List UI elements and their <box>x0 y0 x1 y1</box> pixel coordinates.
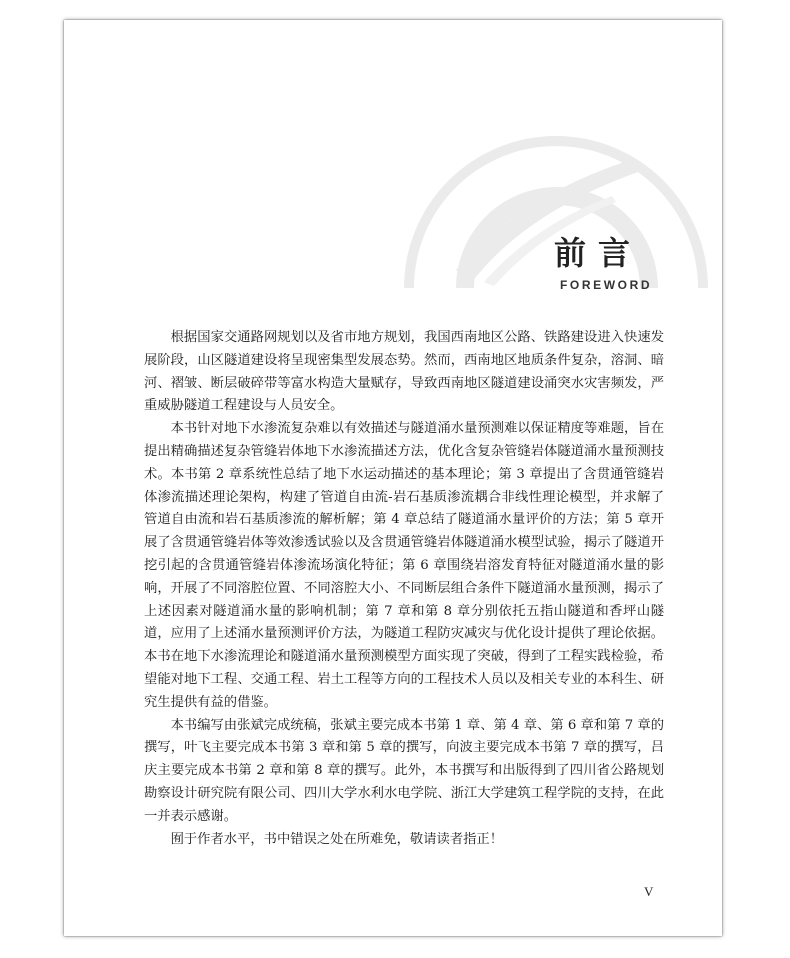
paragraph-4: 囿于作者水平，书中错误之处在所难免，敬请读者指正！ <box>170 831 504 847</box>
paragraph-3: 本书编写由张斌完成统稿，张斌主要完成本书第 1 章、第 4 章、第 6 章和第 7 章的撰写，叶飞主要完成本书第 3 章和第 5 章的撰写，向波主要完成本书第 7 章的撰写，吕庆主要完成本书第 2 章和第 8 章的撰写。此外，本书撰写和出版得到了四川省公路规划勘察设计研究院有限公司、四川大学水利水电学院、浙江大学建筑工程学院的支持，在此一并表示感谢。 <box>144 717 664 824</box>
paragraph-2: 本书针对地下水渗流复杂难以有效描述与隧道涌水量预测难以保证精度等难题，旨在提出精确描述复杂管缝岩体地下水渗流描述方法，优化含复杂管缝岩体隧道涌水量预测技术。本书第 2 章系统性总结了地下水运动描述的基本理论；第 3 章提出了含贯通管缝岩体渗流描述理论架构，构建了管道自由流-岩石基质渗流耦合非线性理论模型，并求解了管道自由流和岩石基质渗流的解析解；第 4 章总结了隧道涌水量评价的方法；第 5 章开展了含贯通管缝岩体等效渗透试验以及含贯通管缝岩体隧道涌水模型试验，揭示了隧道开挖引起的含贯通管缝岩体渗流场演化特征；第 6 章围绕岩溶发育特征对隧道涌水量的影响，开展了不同溶腔位置、不同溶腔大小、不同断层组合条件下隧道涌水量预测，揭示了上述因素对隧道涌水量的影响机制；第 7 章和第 8 章分别依托五指山隧道和香坪山隧道，应用了上述涌水量预测评价方法，为隧道工程防灾减灾与优化设计提供了理论依据。本书在地下水渗流理论和隧道涌水量预测模型方面实现了突破，得到了工程实践检验，希望能对地下工程、交通工程、岩土工程等方向的工程技术人员以及相关专业的本科生、研究生提供有益的借鉴。 <box>144 421 664 710</box>
tunnel-arch-decoration <box>64 20 722 340</box>
book-page <box>64 20 722 936</box>
page-number: V <box>644 884 654 899</box>
page-subtitle: FOREWORD <box>560 278 653 292</box>
foreword-body <box>144 327 664 851</box>
paragraph-1: 根据国家交通路网规划以及省市地方规划，我国西南地区公路、铁路建设进入快速发展阶段，山区隧道建设将呈现密集型发展态势。然而，西南地区地质条件复杂，溶洞、暗河、褶皱、断层破碎带等富水构造大量赋存，导致西南地区隧道建设涌突水灾害频发，严重威胁隧道工程建设与人员安全。 <box>144 330 664 414</box>
page-title: 前言 <box>554 234 643 272</box>
